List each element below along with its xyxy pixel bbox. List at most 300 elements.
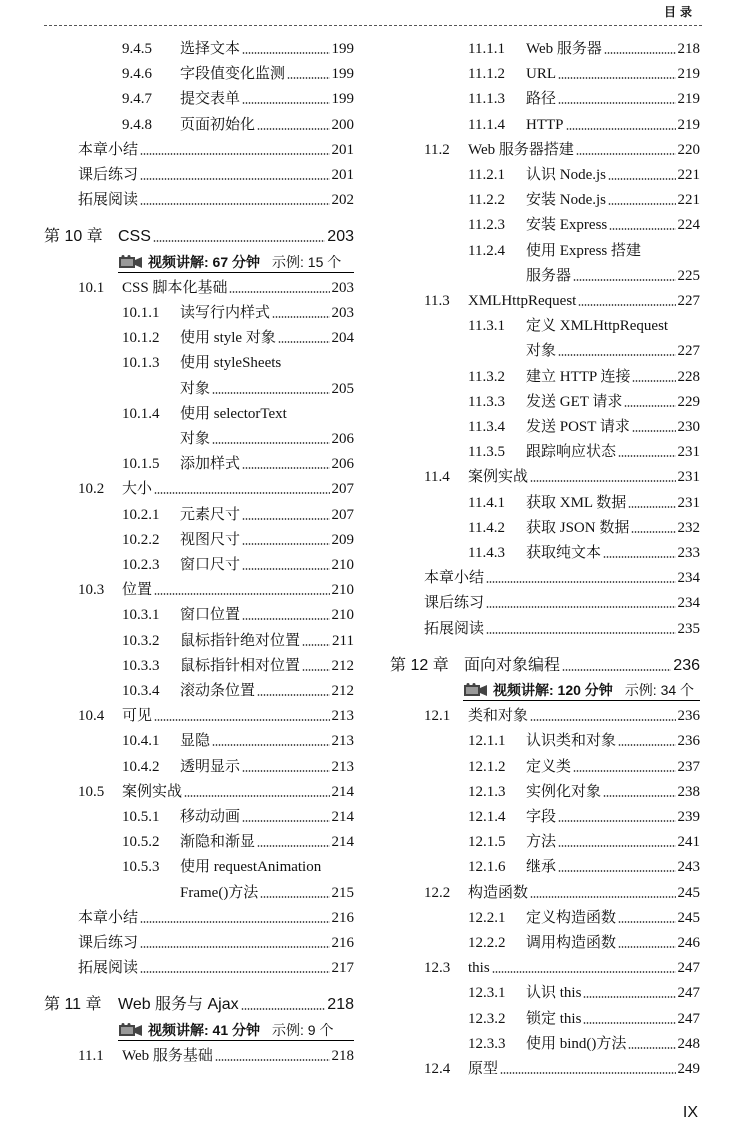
page-header-title: 目录	[663, 5, 696, 19]
page-ref: 228	[677, 368, 700, 385]
dot-leader	[500, 1072, 675, 1074]
section-title: 大小	[122, 481, 153, 498]
section-number: 9.4.8	[122, 116, 152, 133]
toc-entry	[468, 189, 700, 209]
toc-entry	[468, 63, 700, 83]
section-title: HTTP	[526, 116, 564, 133]
toc-entry	[468, 38, 700, 58]
page-ref: 219	[677, 91, 700, 108]
page-ref: 238	[677, 783, 700, 800]
section-title: 字段值变化监测	[180, 66, 286, 83]
section-title: 窗口尺寸	[180, 557, 241, 573]
toc-entry	[424, 139, 700, 159]
page-ref: 216	[331, 935, 354, 951]
page-ref: 207	[331, 506, 354, 523]
chapter-number: 第 10 章	[44, 228, 103, 246]
page-ref: 236	[677, 708, 700, 725]
section-number: 11.1.4	[468, 116, 505, 133]
section-title: 本章小结	[424, 570, 485, 587]
section-title: 使用 style 对象	[180, 330, 276, 347]
page-ref: 245	[677, 909, 700, 926]
section-number: 10.3.4	[122, 683, 160, 699]
section-title: Web 服务基础	[122, 1047, 213, 1064]
dot-leader	[492, 971, 676, 973]
chapter-number: 第 12 章	[390, 656, 449, 674]
section-number: 9.4.7	[122, 91, 152, 108]
section-number: 10.5.3	[122, 859, 160, 876]
section-title: 认识 Node.js	[526, 167, 606, 183]
toc-entry	[468, 391, 700, 411]
page-ref: 210	[331, 607, 354, 624]
section-number: 11.1.2	[468, 66, 505, 83]
section-number: 10.1.1	[122, 305, 160, 321]
chapter-number: 第 11 章	[44, 996, 102, 1014]
section-number: 11.1	[78, 1047, 104, 1064]
section-number: 10.5.2	[122, 834, 160, 851]
section-title: Web 服务器搭建	[468, 141, 574, 158]
section-title: 调用构造函数	[526, 935, 617, 951]
dot-leader	[530, 480, 675, 482]
section-title: 获取 JSON 数据	[526, 519, 630, 536]
section-title: 案例实战	[468, 469, 529, 486]
dot-leader	[530, 896, 675, 898]
video-examples: 示例: 34 个	[624, 682, 695, 698]
section-title: 定义 XMLHttpRequest	[526, 318, 669, 335]
page-ref: 246	[677, 935, 700, 951]
dot-leader	[604, 52, 676, 54]
dot-leader	[603, 795, 675, 797]
section-title: 安装 Express	[526, 217, 608, 234]
section-number: 11.3	[424, 293, 450, 309]
section-number: 11.4.1	[468, 494, 505, 511]
section-title: 页面初始化	[180, 116, 256, 133]
dot-leader	[583, 996, 675, 998]
dot-leader	[608, 203, 676, 205]
page-ref: 233	[677, 545, 700, 561]
page-ref: 224	[677, 217, 700, 234]
section-title: 路径	[526, 91, 557, 108]
section-title: 拓展阅读	[78, 960, 139, 977]
section-title: 对象	[526, 343, 557, 360]
section-title: 鼠标指针相对位置	[180, 657, 301, 674]
section-title: 选择文本	[180, 41, 241, 57]
dot-leader	[576, 153, 676, 155]
section-title: 安装 Node.js	[526, 192, 606, 209]
section-title: 原型	[468, 1061, 499, 1077]
chapter-title: 面向对象编程	[464, 656, 561, 674]
section-title: 使用 Express 搭建	[526, 242, 641, 259]
toc-entry	[468, 1008, 700, 1028]
toc-entry	[468, 214, 700, 234]
section-number: 10.2.2	[122, 531, 160, 548]
section-number: 12.4	[424, 1061, 451, 1077]
section-title: 对象	[180, 380, 211, 397]
toc-entry	[468, 781, 700, 801]
section-title: 透明显示	[180, 758, 241, 775]
page-ref: 213	[331, 708, 354, 725]
section-title: 建立 HTTP 连接	[526, 368, 631, 385]
section-number: 12.1.3	[468, 783, 506, 800]
toc-entry	[468, 114, 700, 134]
section-title: 构造函数	[468, 884, 529, 901]
section-title: 对象	[180, 431, 211, 447]
section-title: 定义类	[526, 758, 572, 775]
section-number: 9.4.5	[122, 41, 152, 57]
toc-entry	[468, 366, 700, 386]
toc-entry	[468, 517, 700, 537]
section-title: 认识 this	[526, 985, 582, 1002]
page-ref: 247	[677, 1010, 700, 1027]
video-camera-icon	[463, 683, 488, 697]
dot-leader	[573, 279, 675, 281]
section-number: 12.1.1	[468, 733, 506, 750]
dot-leader	[486, 632, 675, 634]
section-title: 认识类和对象	[526, 733, 617, 750]
dot-leader	[624, 405, 675, 407]
section-title: XMLHttpRequest	[468, 293, 577, 309]
toc-entry	[468, 730, 700, 750]
section-title: 使用 styleSheets	[180, 355, 282, 372]
section-title: 定义构造函数	[526, 909, 617, 926]
section-number: 12.3	[424, 960, 451, 977]
toc-entry	[468, 441, 700, 461]
toc-entry	[424, 466, 700, 486]
section-title: 案例实战	[122, 783, 183, 800]
section-title: 课后练习	[78, 935, 139, 951]
page-ref: 201	[331, 167, 354, 183]
page-ref: 219	[677, 116, 700, 133]
page-ref: 220	[677, 141, 700, 158]
toc-entry	[468, 806, 700, 826]
dot-leader	[603, 556, 675, 558]
section-number: 11.1.1	[468, 41, 505, 57]
page-ref: 206	[331, 456, 354, 473]
section-title: 本章小结	[78, 141, 139, 158]
section-number: 11.2.4	[468, 242, 505, 259]
page-ref: 211	[332, 632, 354, 649]
page-ref: 200	[331, 116, 354, 133]
page-ref: 214	[331, 783, 354, 800]
page-ref: 237	[677, 758, 700, 775]
section-number: 12.2.2	[468, 935, 506, 951]
section-number: 10.3.3	[122, 657, 160, 674]
section-title: CSS 脚本化基础	[122, 279, 228, 296]
section-number: 12.1.6	[468, 859, 506, 876]
toc-entry-continuation	[526, 340, 700, 360]
section-title: 元素尺寸	[180, 506, 241, 523]
page-ref: 243	[677, 859, 700, 876]
page-ref: 241	[677, 834, 700, 851]
section-title: 获取 XML 数据	[526, 494, 627, 511]
dot-leader	[608, 178, 676, 180]
section-title: 窗口位置	[180, 607, 241, 624]
section-title: 鼠标指针绝对位置	[180, 632, 301, 649]
dot-leader	[486, 606, 675, 608]
page-ref: 234	[677, 570, 700, 587]
section-title: 跟踪响应状态	[526, 444, 617, 461]
section-number: 11.3.3	[468, 393, 505, 410]
toc-entry	[468, 856, 700, 876]
toc-entry	[468, 492, 700, 512]
section-title: 课后练习	[424, 595, 485, 612]
section-title: 使用 bind()方法	[526, 1035, 627, 1052]
section-title: 发送 POST 请求	[526, 419, 630, 435]
page-ref: 201	[331, 141, 354, 158]
page-ref: 218	[677, 41, 700, 57]
dot-leader	[558, 845, 675, 847]
toc-entry	[468, 416, 700, 436]
section-number: 12.3.2	[468, 1010, 506, 1027]
section-title: 使用 requestAnimation	[180, 859, 322, 876]
page-ref: 218	[327, 996, 354, 1014]
page-ref: 231	[677, 469, 700, 486]
section-title: 视图尺寸	[180, 531, 241, 548]
dot-leader	[628, 506, 675, 508]
dot-leader	[566, 128, 676, 130]
page-ref: 204	[331, 330, 354, 347]
section-number: 10.2.3	[122, 557, 160, 573]
page-ref: 229	[677, 393, 700, 410]
dot-leader	[609, 228, 675, 230]
page-ref: 209	[331, 531, 354, 548]
page-ref: 249	[677, 1061, 700, 1077]
dot-leader	[558, 820, 675, 822]
section-title: 方法	[526, 834, 557, 851]
toc-entry	[468, 88, 700, 108]
section-title: 提交表单	[180, 91, 241, 108]
dot-leader	[583, 1022, 675, 1024]
dot-leader	[632, 380, 675, 382]
toc-entry	[424, 567, 700, 587]
dot-leader	[558, 102, 675, 104]
page-number: IX	[682, 1104, 698, 1121]
page-ref: 199	[331, 41, 354, 57]
section-number: 10.1	[78, 279, 105, 296]
dot-leader	[578, 304, 675, 306]
page-ref: 214	[331, 809, 354, 825]
section-number: 10.3.1	[122, 607, 160, 624]
page-ref: 207	[331, 481, 354, 498]
toc-entry	[424, 290, 700, 310]
dot-leader	[558, 870, 675, 872]
page-ref: 221	[677, 192, 700, 209]
section-title: 字段	[526, 809, 557, 825]
section-number: 12.1.4	[468, 809, 506, 825]
toc-entry	[468, 982, 700, 1002]
page-ref: 236	[673, 656, 700, 674]
dot-leader	[618, 921, 675, 923]
page-ref: 213	[331, 733, 354, 750]
section-number: 11.2.1	[468, 167, 505, 183]
page-ref: 221	[677, 167, 700, 183]
section-title: 移动动画	[180, 809, 241, 825]
section-title: 获取纯文本	[526, 545, 602, 561]
section-title: 继承	[526, 859, 557, 876]
video-duration: 视频讲解: 120 分钟	[493, 682, 613, 698]
dot-leader	[628, 1047, 675, 1049]
dot-leader	[558, 77, 676, 79]
section-title: 拓展阅读	[424, 620, 485, 637]
dot-leader	[558, 354, 675, 356]
section-number: 11.3.5	[468, 444, 505, 461]
video-duration: 视频讲解: 67 分钟	[148, 253, 261, 270]
section-title: 实例化对象	[526, 783, 602, 800]
section-number: 11.1.3	[468, 91, 505, 108]
section-number: 12.3.1	[468, 985, 506, 1002]
page-ref: 210	[331, 582, 354, 599]
section-number: 11.4.2	[468, 519, 505, 536]
toc-entry	[424, 592, 700, 612]
page-ref: 239	[677, 809, 700, 825]
section-number: 10.1.5	[122, 456, 160, 473]
section-number: 11.3.2	[468, 368, 505, 385]
section-number: 10.3	[78, 582, 105, 599]
page-ref: 203	[327, 228, 354, 246]
toc-entry	[468, 756, 700, 776]
page-ref: 236	[677, 733, 700, 750]
dot-leader	[618, 455, 675, 457]
section-number: 11.3.4	[468, 419, 505, 435]
page-ref: 216	[331, 909, 354, 926]
section-title: 位置	[122, 582, 153, 599]
page-ref: 227	[677, 343, 700, 360]
section-title: Frame()方法	[180, 884, 259, 901]
section-title: 渐隐和渐显	[180, 834, 256, 851]
toc-entry	[468, 932, 700, 952]
page-ref: 232	[677, 519, 700, 536]
chapter-title: CSS	[118, 228, 151, 246]
page-ref: 206	[331, 431, 354, 447]
page-ref: 203	[331, 305, 354, 321]
page-ref: 245	[677, 884, 700, 901]
section-number: 10.5.1	[122, 809, 160, 825]
section-title: 添加样式	[180, 456, 241, 473]
section-number: 10.4.2	[122, 758, 160, 775]
section-number: 11.2	[424, 141, 450, 158]
section-title: 服务器	[526, 267, 572, 284]
section-number: 12.2.1	[468, 909, 506, 926]
section-number: 11.2.3	[468, 217, 505, 234]
section-number: 12.1.2	[468, 758, 506, 775]
dot-leader	[618, 946, 675, 948]
section-title: 滚动条位置	[180, 683, 256, 699]
section-number: 10.2	[78, 481, 105, 498]
toc-entry	[468, 315, 700, 335]
page-ref: 199	[331, 66, 354, 83]
page-ref: 225	[677, 267, 700, 284]
page-ref: 203	[331, 279, 354, 296]
page-ref: 235	[677, 620, 700, 637]
section-number: 11.3.1	[468, 318, 505, 335]
toc-entry	[424, 882, 700, 902]
dot-leader	[618, 744, 675, 746]
section-number: 12.2	[424, 884, 451, 901]
page-ref: 248	[677, 1035, 700, 1052]
section-number: 12.3.3	[468, 1035, 506, 1052]
page-ref: 219	[677, 66, 700, 83]
dot-leader	[632, 430, 676, 432]
section-number: 10.4.1	[122, 733, 160, 750]
section-number: 10.2.1	[122, 506, 160, 523]
section-title: Web 服务器	[526, 41, 602, 57]
section-title: 本章小结	[78, 909, 139, 926]
section-title: this	[468, 960, 490, 977]
page-ref: 212	[331, 657, 354, 674]
section-number: 9.4.6	[122, 66, 152, 83]
section-title: URL	[526, 66, 556, 83]
section-number: 11.2.2	[468, 192, 505, 209]
video-examples: 示例: 9 个	[272, 1021, 334, 1038]
section-title: 显隐	[180, 733, 211, 750]
toc-entry-continuation	[526, 265, 700, 285]
video-info	[463, 678, 700, 701]
section-number: 12.1.5	[468, 834, 506, 851]
page-ref: 227	[677, 293, 700, 309]
section-number: 10.1.3	[122, 355, 160, 372]
video-examples: 示例: 15 个	[272, 253, 342, 270]
page-ref: 247	[677, 985, 700, 1002]
toc-entry	[424, 618, 700, 638]
section-title: 使用 selectorText	[180, 405, 287, 422]
page-ref: 214	[331, 834, 354, 851]
section-number: 10.3.2	[122, 632, 160, 649]
page-ref: 212	[331, 683, 354, 699]
toc-entry	[468, 164, 700, 184]
toc-entry	[468, 240, 700, 260]
toc-entry	[424, 1058, 700, 1078]
toc-entry	[468, 1033, 700, 1053]
section-title: 锁定 this	[526, 1010, 582, 1027]
section-title: 课后练习	[78, 167, 139, 183]
page-ref: 247	[677, 960, 700, 977]
toc-entry	[468, 542, 700, 562]
page-ref: 205	[331, 380, 354, 397]
page-ref: 230	[677, 419, 700, 435]
section-number: 11.4	[424, 469, 450, 486]
page-ref: 231	[677, 494, 700, 511]
section-title: 拓展阅读	[78, 192, 139, 209]
section-title: 读写行内样式	[180, 305, 271, 321]
chapter-title: Web 服务与 Ajax	[118, 996, 239, 1014]
page-ref: 213	[331, 758, 354, 775]
section-number: 10.1.2	[122, 330, 160, 347]
toc-entry	[468, 907, 700, 927]
page-ref: 199	[331, 91, 354, 108]
page-ref: 215	[331, 884, 354, 901]
toc-entry	[424, 957, 700, 977]
dot-leader	[631, 531, 675, 533]
section-number: 12.1	[424, 708, 451, 725]
section-number: 10.5	[78, 783, 105, 800]
dot-leader	[530, 719, 675, 721]
page-ref: 218	[331, 1047, 354, 1064]
dot-leader	[573, 770, 675, 772]
section-title: 发送 GET 请求	[526, 393, 623, 410]
dot-leader	[486, 581, 675, 583]
page-ref: 231	[677, 444, 700, 461]
section-number: 10.4	[78, 708, 105, 725]
page-ref: 234	[677, 595, 700, 612]
section-title: 类和对象	[468, 708, 529, 725]
section-number: 10.1.4	[122, 405, 160, 422]
page-ref: 217	[331, 960, 354, 977]
toc-chapter	[390, 655, 700, 675]
toc-entry	[424, 705, 700, 725]
page-ref: 210	[331, 557, 354, 573]
dot-leader	[562, 669, 671, 671]
toc-entry	[468, 831, 700, 851]
video-duration: 视频讲解: 41 分钟	[148, 1021, 261, 1038]
